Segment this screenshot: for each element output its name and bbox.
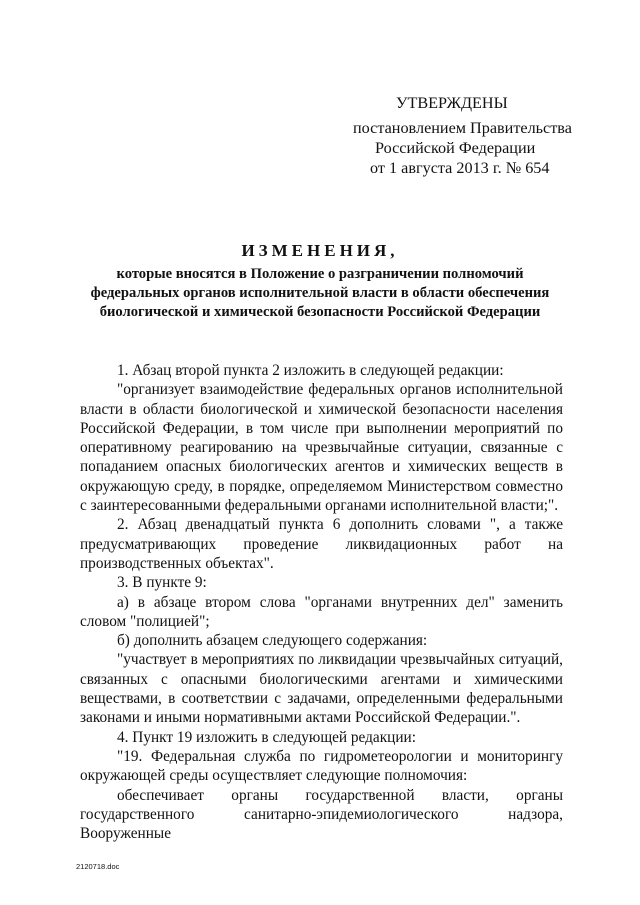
- paragraph-1: 1. Абзац второй пункта 2 изложить в следующей редакции:: [117, 362, 504, 379]
- approval-title: УТВЕРЖДЕНЫ: [396, 94, 508, 112]
- paragraph-3: 2. Абзац двенадцатый пункта 6 дополнить словами ", а также предусматривающих проведение ликвидационных работ на производственных объектах".: [80, 516, 563, 572]
- approval-government-line: Российской Федерации: [375, 139, 536, 157]
- paragraph-8: 4. Пункт 19 изложить в следующей редакции:: [117, 728, 416, 746]
- document-heading: [0, 240, 640, 322]
- document-body: [80, 361, 563, 843]
- document-title: ИЗМЕНЕНИЯ,: [241, 241, 399, 260]
- paragraph-7: "участвует в мероприятиях по ликвидации чрезвычайных ситуаций, связанных с опасными биологическими агентами и химическими веществами, в соответствии с задачами, определенными федеральными законами и иными нормативными актами Российской Федерации.".: [80, 651, 563, 727]
- paragraph-9: "19. Федеральная служба по гидрометеорологии и мониторингу окружающей среды осуществляет следующие полномочия:: [80, 747, 563, 785]
- paragraph-10: обеспечивает органы государственной власти, органы государственного санитарно-эпидемиологического надзора, Вооруженные: [80, 786, 563, 843]
- approval-resolution-line: постановлением Правительства: [353, 119, 572, 137]
- document-subtitle-line-3: биологической и химической безопасности Российской Федерации: [99, 304, 541, 320]
- document-subtitle-line-2: федеральных органов исполнительной власти в области обеспечения: [90, 285, 550, 301]
- paragraph-6: б) дополнить абзацем следующего содержания:: [117, 632, 428, 650]
- footer-filename: 2120718.doc: [76, 862, 120, 871]
- paragraph-4: 3. В пункте 9:: [117, 574, 207, 592]
- paragraph-5: а) в абзаце втором слова "органами внутренних дел" заменить словом "полицией";: [80, 593, 563, 630]
- approval-date-line: от 1 августа 2013 г. № 654: [370, 159, 550, 177]
- document-subtitle-line-1: которые вносятся в Положение о разграничении полномочий: [116, 266, 524, 282]
- paragraph-2: "организует взаимодействие федеральных органов исполнительной власти в области биологической и химической безопасности населения Российской Федерации, в том числе при выполнении мероприятий по оперативному реагированию на чрезвычайные ситуации, связанные с попаданием опасных биологических агентов и химических веществ в окружающую среду, в порядке, определяемом Министерством совместно с заинтересованными федеральными органами исполнительной власти;".: [80, 381, 563, 515]
